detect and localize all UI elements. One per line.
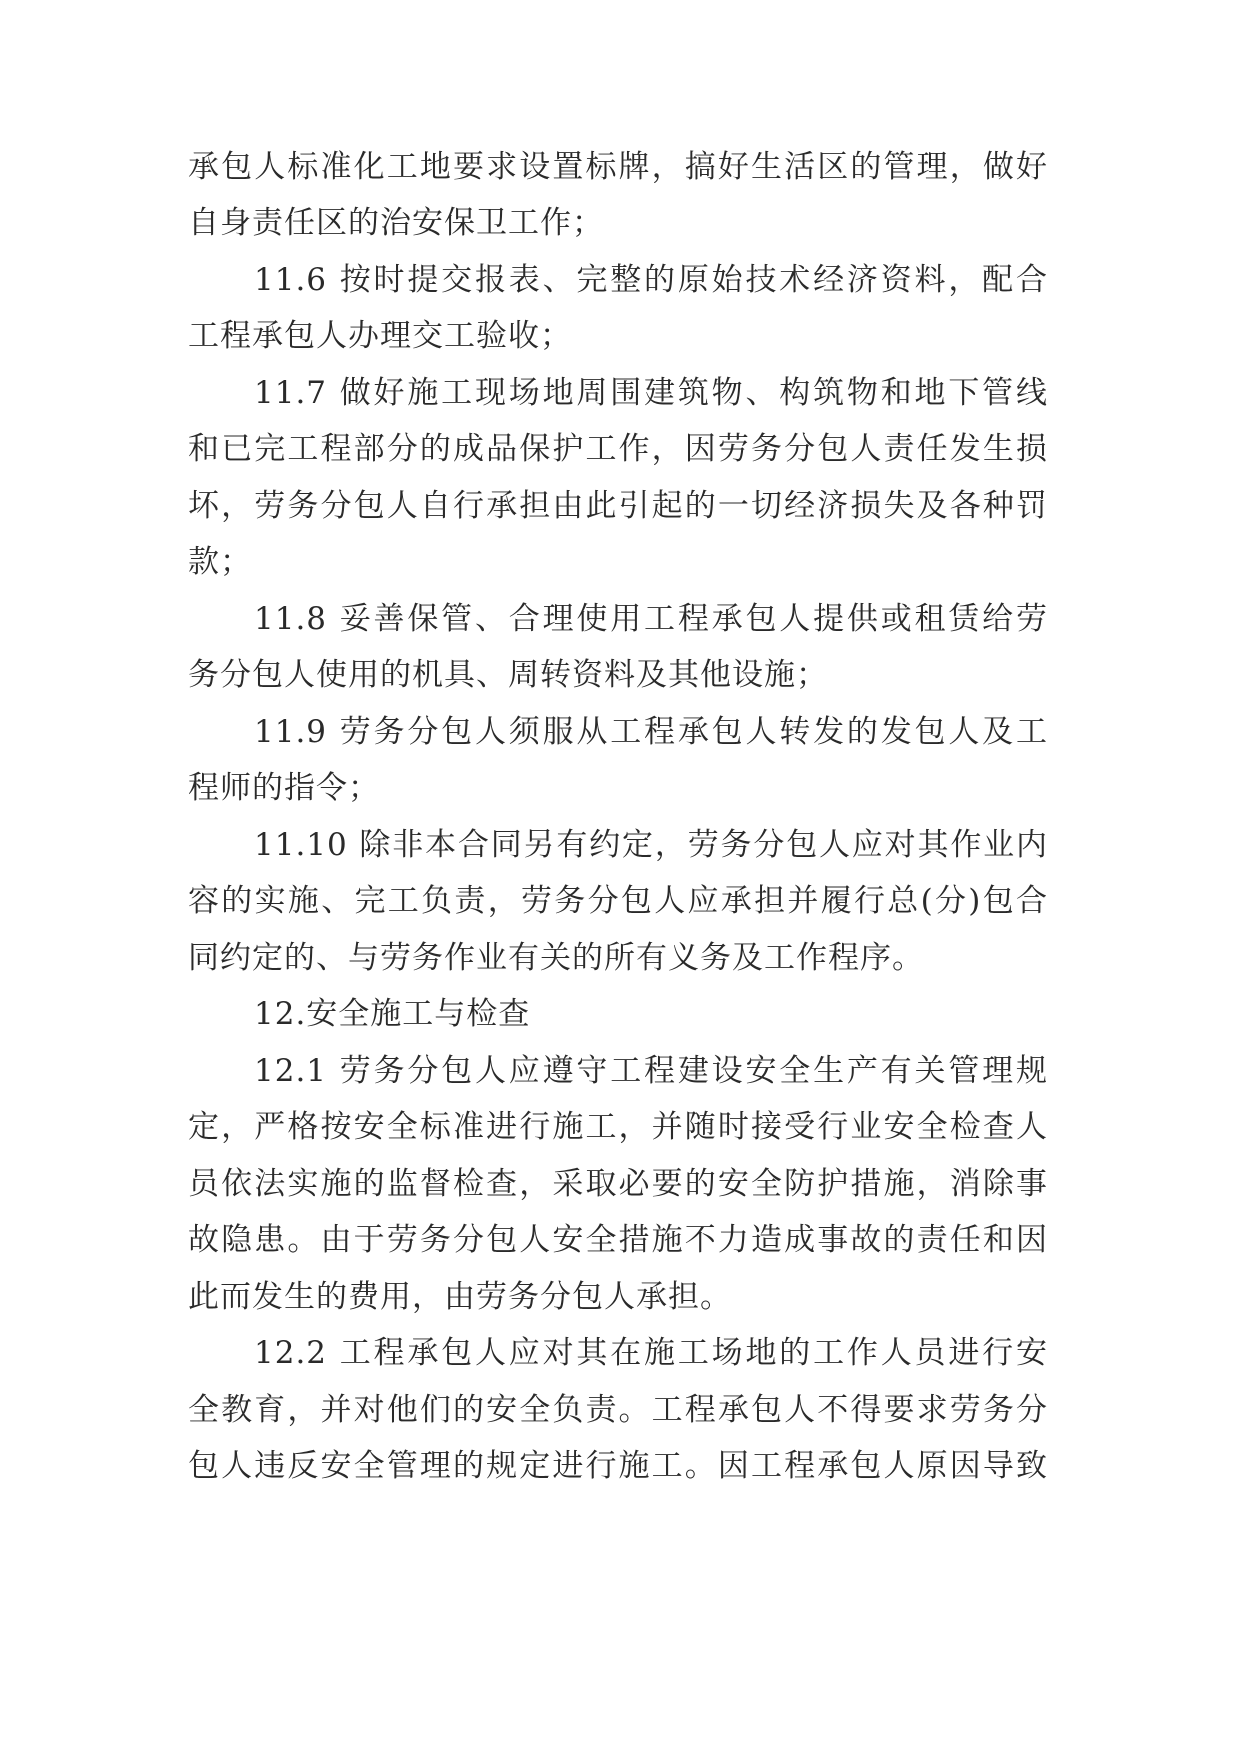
text-line: 和已完工程部分的成品保护工作，因劳务分包人责任发生损 xyxy=(188,431,1048,467)
text-line: 员依法实施的监督检查，采取必要的安全防护措施，消除事 xyxy=(188,1166,1048,1202)
text-line: 11.9 劳务分包人须服从工程承包人转发的发包人及工 xyxy=(254,714,1048,750)
text-line: 全教育，并对他们的安全负责。工程承包人不得要求劳务分 xyxy=(188,1392,1048,1428)
text-line: 11.8 妥善保管、合理使用工程承包人提供或租赁给劳 xyxy=(254,601,1048,637)
text-line: 11.10 除非本合同另有约定，劳务分包人应对其作业内 xyxy=(254,827,1048,863)
text-line: 此而发生的费用，由劳务分包人承担。 xyxy=(188,1279,732,1315)
text-line: 款； xyxy=(188,544,252,580)
text-line: 同约定的、与劳务作业有关的所有义务及工作程序。 xyxy=(188,940,924,976)
text-line: 故隐患。由于劳务分包人安全措施不力造成事故的责任和因 xyxy=(188,1222,1048,1258)
text-line: 11.6 按时提交报表、完整的原始技术经济资料，配合 xyxy=(254,262,1048,298)
text-line: 务分包人使用的机具、周转资料及其他设施； xyxy=(188,657,828,693)
text-line: 承包人标准化工地要求设置标牌，搞好生活区的管理，做好 xyxy=(188,149,1048,185)
text-line: 11.7 做好施工现场地周围建筑物、构筑物和地下管线 xyxy=(254,375,1048,411)
text-line: 工程承包人办理交工验收； xyxy=(188,318,572,354)
text-line: 坏，劳务分包人自行承担由此引起的一切经济损失及各种罚 xyxy=(188,488,1048,524)
text-line: 程师的指令； xyxy=(188,770,380,806)
text-line: 定，严格按安全标准进行施工，并随时接受行业安全检查人 xyxy=(188,1109,1048,1145)
text-line: 12.1 劳务分包人应遵守工程建设安全生产有关管理规 xyxy=(254,1053,1048,1089)
text-line: 包人违反安全管理的规定进行施工。因工程承包人原因导致 xyxy=(188,1448,1048,1484)
text-line: 12.2 工程承包人应对其在施工场地的工作人员进行安 xyxy=(254,1335,1048,1371)
text-line: 自身责任区的治安保卫工作； xyxy=(188,205,604,241)
text-line: 容的实施、完工负责，劳务分包人应承担并履行总(分)包合 xyxy=(188,883,1048,919)
section-heading: 12.安全施工与检查 xyxy=(254,996,531,1032)
